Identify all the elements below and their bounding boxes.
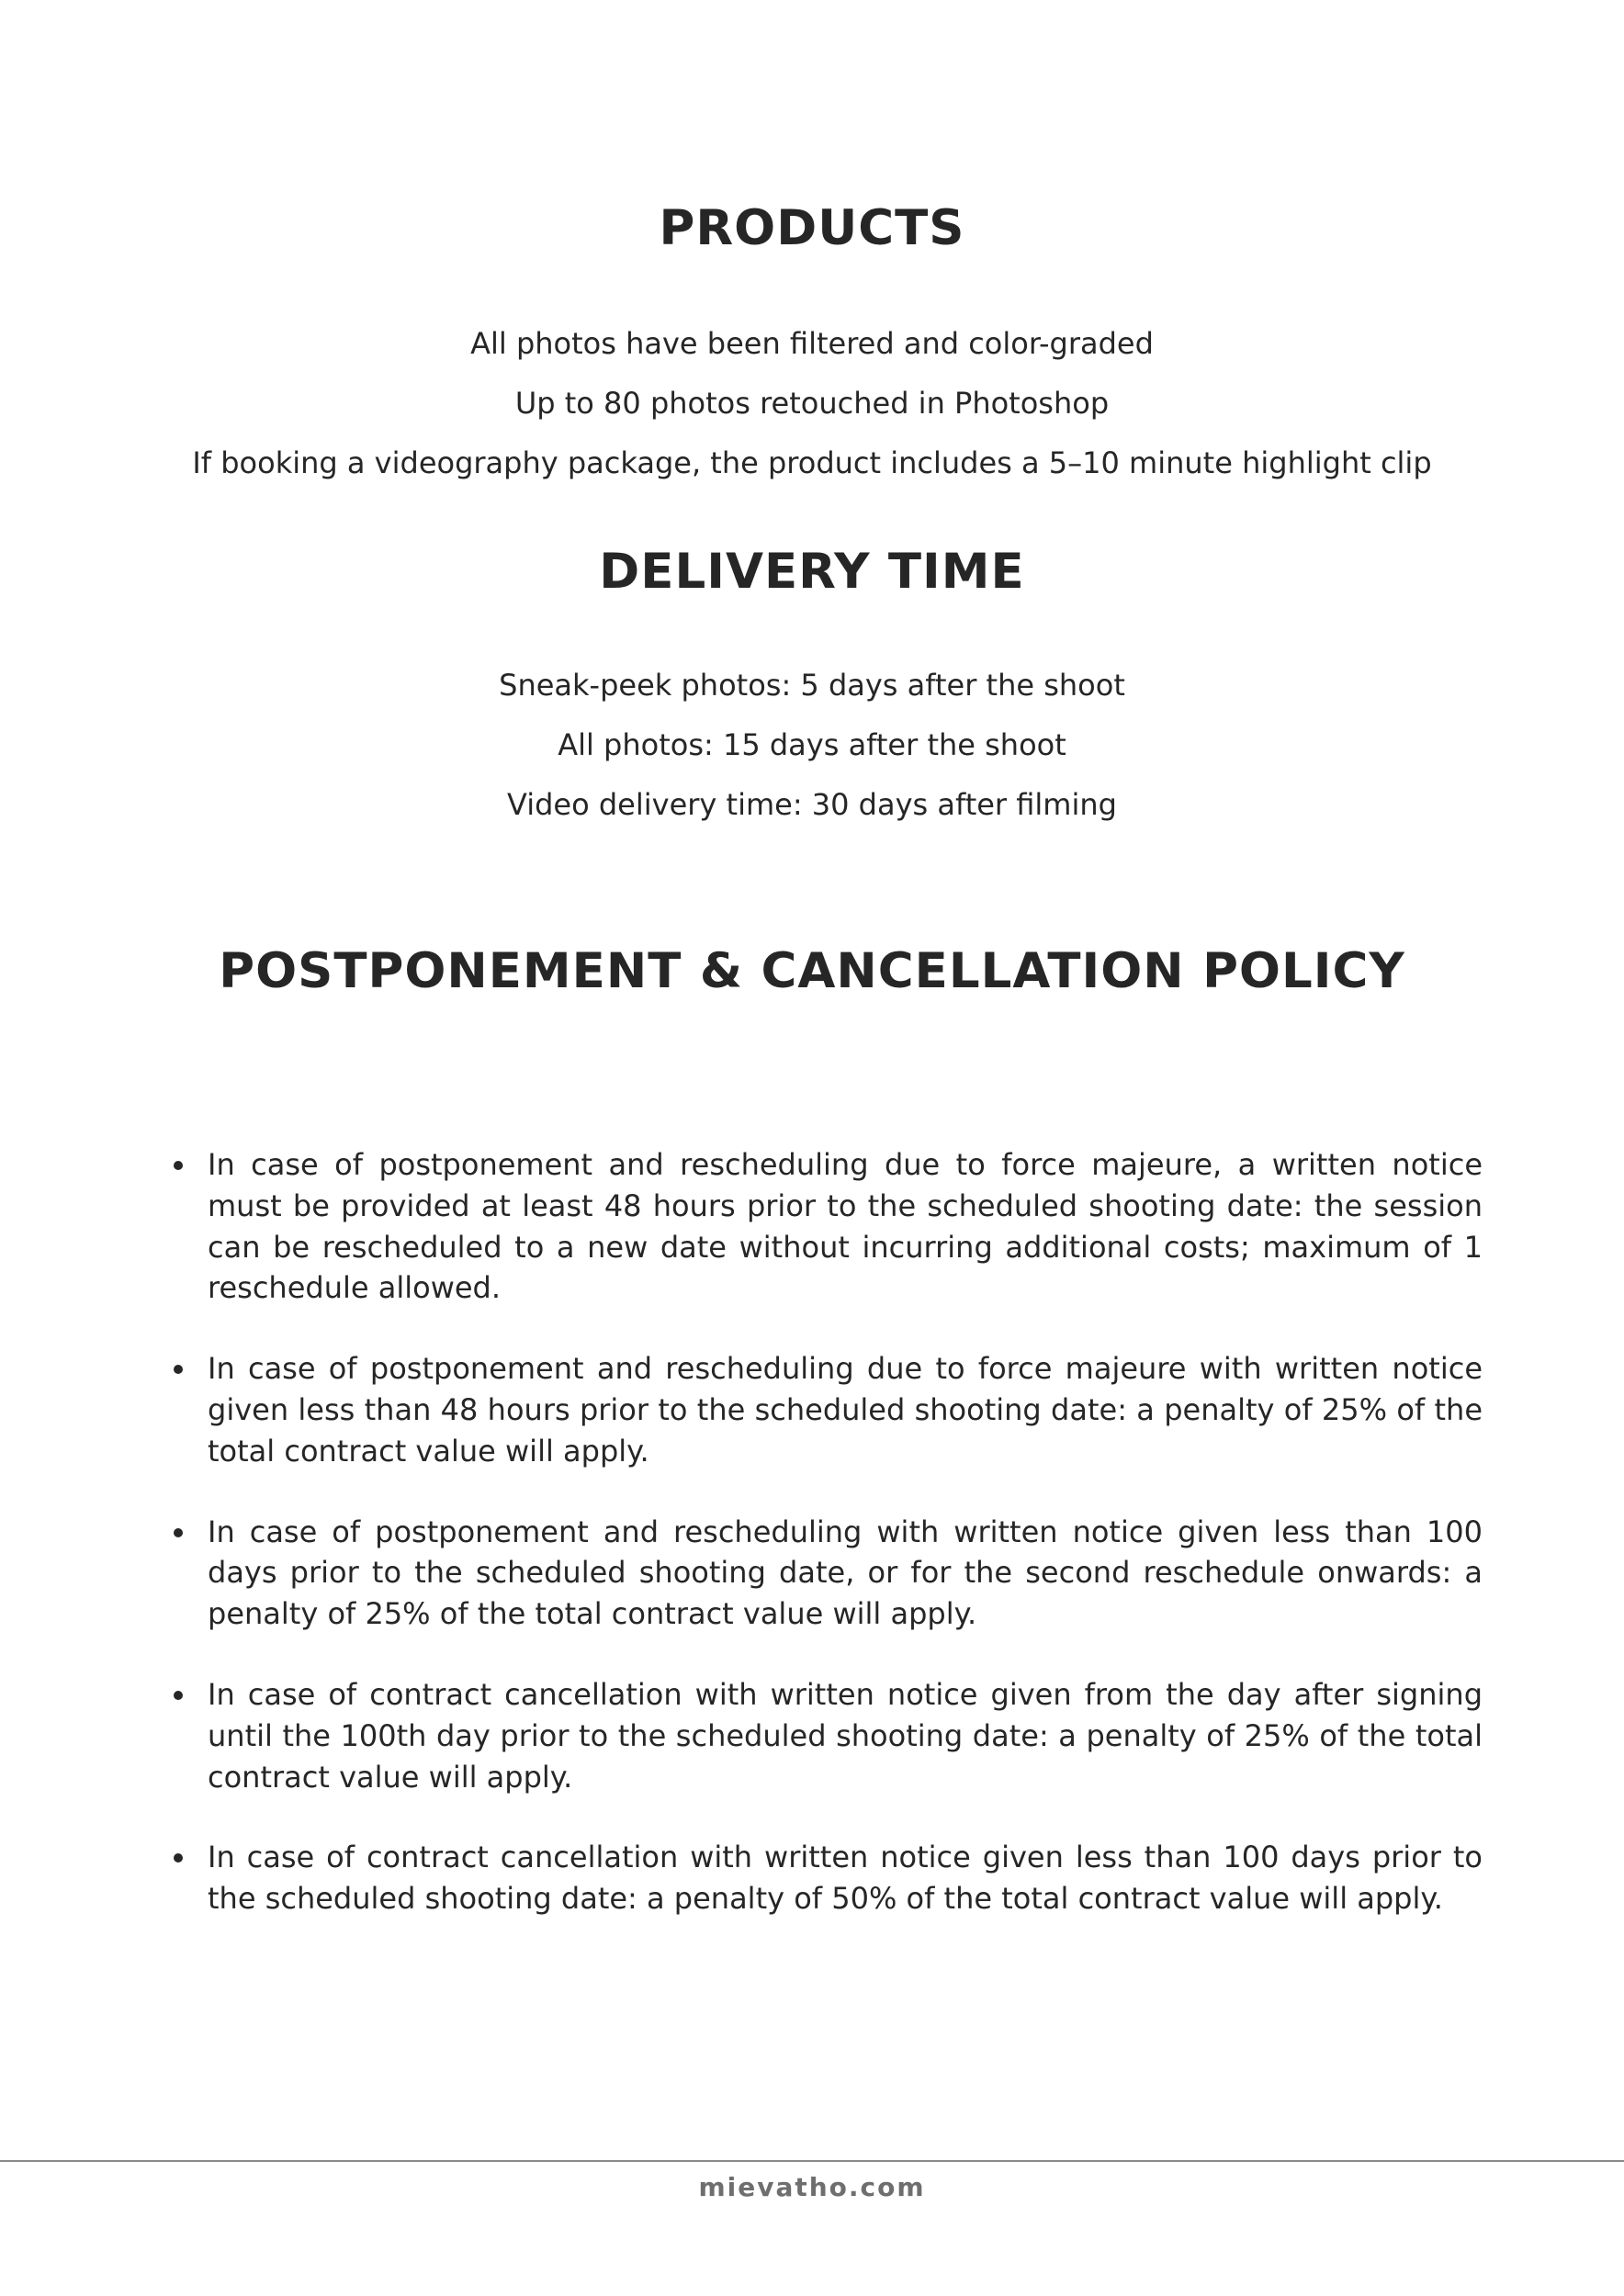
policy-item-text: In case of postponement and rescheduling with written notice given less than 100 days prior to the scheduled shooting date, or for the second reschedule onwards: a penalty of 25% of the total contract value will apply. (208, 1514, 1483, 1632)
policy-heading: POSTPONEMENT & CANCELLATION POLICY (219, 943, 1405, 999)
bullet-icon (174, 1853, 183, 1863)
list-item: Up to 80 photos retouched in Photoshop (514, 386, 1110, 421)
policy-item-text: In case of contract cancellation with written notice given less than 100 days prior to the scheduled shooting date: a penalty of 50% of the total contract value will apply. (208, 1840, 1483, 1917)
policy-item (160, 1512, 1483, 1635)
bullet-icon (174, 1528, 183, 1537)
delivery-time-heading: DELIVERY TIME (599, 544, 1025, 600)
list-item: All photos: 15 days after the shoot (558, 727, 1066, 762)
list-item: Video delivery time: 30 days after filming (507, 787, 1117, 822)
list-item: If booking a videography package, the product includes a 5–10 minute highlight clip (192, 445, 1432, 480)
policy-item (160, 1837, 1483, 1919)
policy-item (160, 1144, 1483, 1309)
bullet-icon (174, 1365, 183, 1374)
list-item: All photos have been filtered and color-graded (470, 326, 1154, 361)
products-heading: PRODUCTS (659, 200, 965, 256)
list-item: Sneak-peek photos: 5 days after the shoot (499, 668, 1125, 703)
footer-website: mievatho.com (698, 2172, 926, 2202)
policy-item-text: In case of contract cancellation with written notice given from the day after signing until the 100th day prior to the scheduled shooting date: a penalty of 25% of the total contract value will apply. (208, 1676, 1483, 1795)
delivery-time-list (0, 656, 1624, 835)
policy-item-text: In case of postponement and rescheduling due to force majeure with written notice given less than 48 hours prior to the scheduled shooting date: a penalty of 25% of the total contract value will apply. (208, 1351, 1483, 1469)
bullet-icon (174, 1161, 183, 1170)
products-list (0, 314, 1624, 493)
policy-item (160, 1348, 1483, 1471)
bullet-icon (174, 1691, 183, 1700)
footer-divider (0, 2160, 1624, 2162)
policy-list (160, 1144, 1483, 1959)
policy-item-text: In case of postponement and rescheduling due to force majeure, a written notice must be provided at least 48 hours prior to the scheduled shooting date: the session can be rescheduled to a new date without incurring additional costs; maximum of 1 reschedule allowed. (208, 1147, 1483, 1306)
policy-item (160, 1674, 1483, 1797)
